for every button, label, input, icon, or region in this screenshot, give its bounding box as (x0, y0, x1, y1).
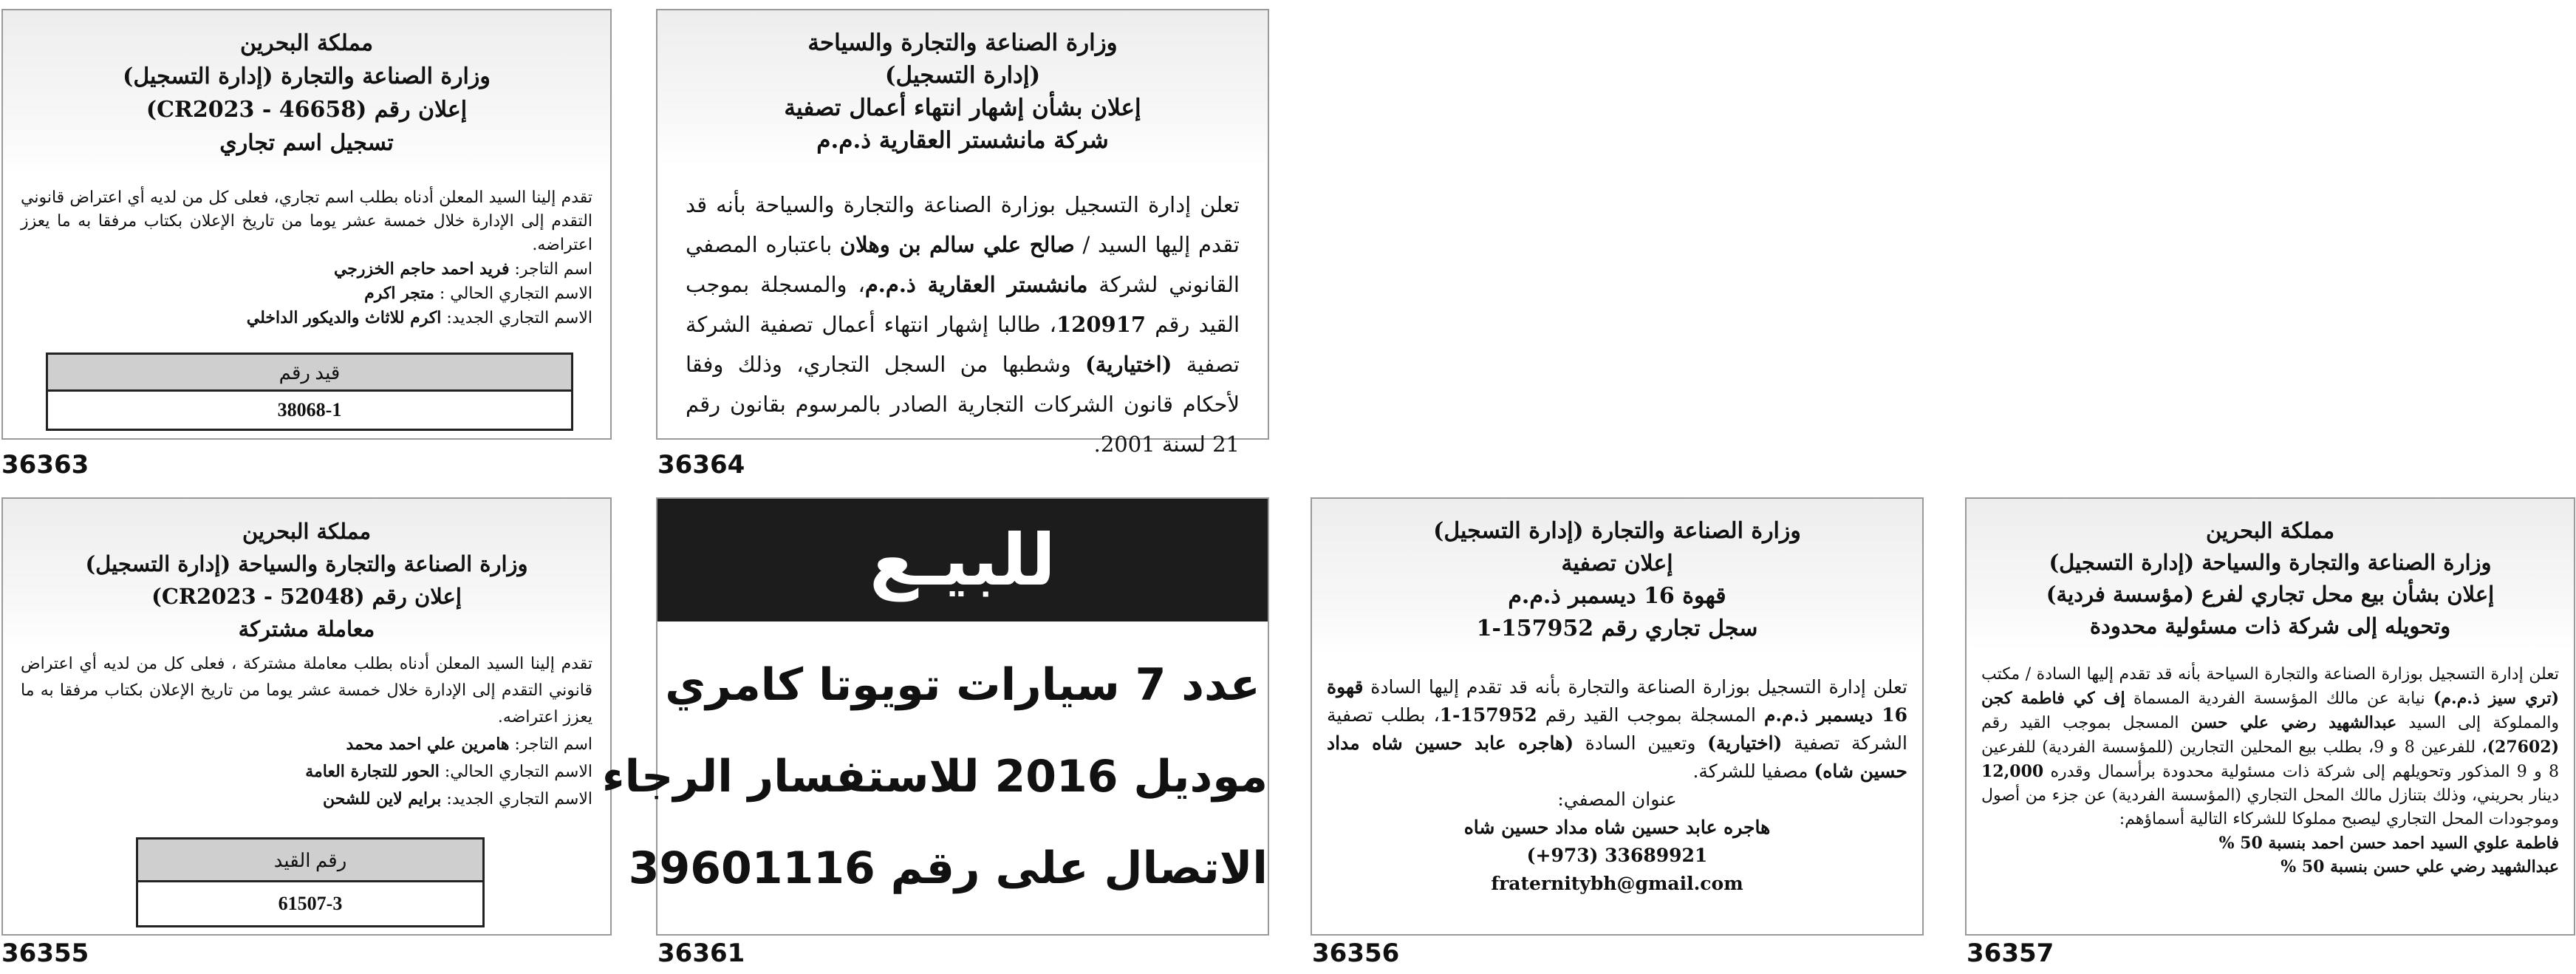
registration-number: (27602) (2487, 738, 2559, 757)
field-label: الاسم التجاري الحالي: (439, 763, 592, 781)
field-value: اكرم للاثاث والديكور الداخلي (246, 308, 442, 327)
header-line: مملكة البحرين (2205, 518, 2335, 543)
owner-name: عبدالشهيد رضي علي حسن (2190, 713, 2397, 732)
registration-table (136, 837, 485, 927)
field-label: اسم التاجر: (509, 735, 592, 754)
ad-liquidation-completion (656, 9, 1269, 457)
for-sale-banner: للبيـع (657, 499, 1268, 621)
field-value: برايم لاين للشحن (322, 789, 442, 808)
header-line: وزارة الصناعة والتجارة (إدارة التسجيل) (123, 64, 491, 89)
body-text (1327, 673, 1907, 786)
establishment-name: إف كي فاطمة كجن (1981, 689, 2125, 708)
liquidation-type: (اختيارية) (1085, 352, 1172, 377)
body-segment: ، للفرعين 8 و 9، بطلب بيع المحلين التجارين (للمؤسسة الفردية) للفرعين 8 و 9 المذكور وتحويلهم إلى شركة ذات مسئولية محدودة برأسمال وقدره (1981, 738, 2559, 781)
body-segment: باعتباره المصفي القانوني لشركة (686, 232, 1240, 297)
field-label: الاسم التجاري الجديد: (441, 790, 592, 808)
sale-line: موديل 2016 للاستفسار الرجاء (601, 751, 1268, 803)
header-line: وزارة الصناعة والتجارة والسياحة (إدارة التسجيل) (2049, 550, 2492, 575)
ad-header (1967, 499, 2574, 650)
field-value: متجر اكرم (364, 284, 434, 303)
current-trade-name-field (21, 282, 592, 306)
header-line: تسجيل اسم تجاري (219, 130, 394, 156)
address-label: عنوان المصفي: (1557, 789, 1677, 810)
sale-line: الاتصال على رقم 39601116 (628, 842, 1268, 894)
header-line: مملكة البحرين (239, 30, 374, 56)
field-value: هامرين علي احمد محمد (346, 735, 510, 754)
ad-trade-name-registration (1, 9, 612, 440)
registration-number: 157952-1 (1439, 704, 1537, 726)
field-label: اسم التاجر: (509, 260, 592, 279)
header-line: إعلان رقم (52048 - CR2023) (151, 584, 462, 609)
liquidator-email: fraternitybh@gmail.com (1491, 873, 1743, 894)
ad-header (1312, 499, 1922, 655)
ad-number: 36356 (1312, 939, 1400, 968)
ad-number: 36361 (657, 939, 745, 968)
body-segment: تعلن إدارة التسجيل بوزارة الصناعة والتجارة السياحة بأنه قد تقدم إليها السادة / مكتب (1981, 665, 2559, 684)
merchant-name-field (21, 731, 592, 758)
liquidator-name: صالح علي سالم بن وهلان (839, 232, 1075, 257)
body-segment: ، طالبا إشهار انتهاء أعمال تصفية الشركة تصفية (686, 312, 1240, 377)
ad-cars-for-sale (601, 497, 1269, 936)
header-line: إعلان رقم (46658 - CR2023) (146, 97, 468, 123)
header-line: وزارة الصناعة والتجارة (إدارة التسجيل) (1433, 518, 1801, 544)
header-line: (إدارة التسجيل) (884, 62, 1041, 89)
body-segment: والمملوكة إلى السيد (2396, 714, 2559, 732)
header-line: مملكة البحرين (242, 519, 372, 544)
new-trade-name-field (21, 786, 592, 813)
new-trade-name-field (21, 306, 592, 330)
header-line: وتحويله إلى شركة ذات مسئولية محدودة (2089, 613, 2451, 638)
current-trade-name-field (21, 758, 592, 786)
header-line: قهوة 16 ديسمبر ذ.م.م (1508, 583, 1726, 609)
ad-header (3, 499, 610, 647)
partner-share: فاطمة علوي السيد احمد حسن احمد بنسبة 50 % (2218, 834, 2559, 853)
body-text (686, 185, 1240, 464)
body-segment: مصفيا للشركة. (1692, 760, 1814, 782)
body-segment: نيابة عن مالك المؤسسة الفردية المسماة (2125, 689, 2433, 708)
merchant-name-field (21, 257, 592, 282)
liquidation-type: (اختيارية) (1707, 732, 1783, 754)
ad-body (657, 166, 1268, 464)
partner-share: عبدالشهيد رضي علي حسن بنسبة 50 % (2281, 857, 2559, 876)
ad-body (3, 174, 610, 330)
body-segment: تعلن إدارة التسجيل بوزارة الصناعة والتجارة والسياحة بأنه قد تقدم إليها السيد / (686, 192, 1240, 257)
body-segment: المسجلة بموجب القيد رقم (1537, 704, 1764, 726)
ad-number: 36364 (657, 450, 745, 480)
liquidator-name: (هاجره عابد حسين شاه مداد حسين شاه) (1327, 732, 1907, 782)
body-text (1981, 663, 2559, 831)
body-segment: وشطبها من السجل التجاري، وذلك وفقا لأحكام قانون الشركات التجارية الصادر بالمرسوم بقانون رقم 21 لسنة 2001. (686, 352, 1240, 457)
header-line: إعلان تصفية (1561, 551, 1673, 576)
field-label: الاسم التجاري الجديد: (441, 309, 592, 327)
ad-number: 36357 (1967, 939, 2054, 968)
body-segment: وتعيين السادة (1574, 732, 1708, 754)
body-segment: تعلن إدارة التسجيل بوزارة الصناعة والتجارة بأنه قد تقدم إليها السادة (1363, 676, 1907, 698)
field-value: الحور للتجارة العامة (305, 762, 440, 781)
ad-body (3, 647, 610, 813)
header-line: معاملة مشتركة (238, 616, 375, 641)
ad-branch-sale-conversion (1965, 497, 2575, 936)
capital-amount: 12,000 (1981, 762, 2044, 781)
company-name: مانشستر العقارية ذ.م.م (864, 272, 1088, 297)
body-segment: ، بطلب تصفية الشركة تصفية (1327, 704, 1907, 754)
registration-number: 38068-1 (277, 399, 342, 420)
registration-table-header: قيد رقم (48, 355, 571, 392)
header-line: إعلان بشأن بيع محل تجاري لفرع (مؤسسة فردية) (2046, 582, 2495, 607)
ad-body (1312, 655, 1922, 898)
header-line: سجل تجاري رقم 157952-1 (1476, 616, 1758, 641)
ad-header (3, 10, 610, 174)
liquidator-phone: (+973) 33689921 (1526, 845, 1708, 866)
liquidator-address-name: هاجره عابد حسين شاه مداد حسين شاه (1463, 817, 1771, 838)
ad-joint-transaction (1, 497, 612, 936)
ad-body (1967, 650, 2574, 879)
registration-number: 120917 (1056, 312, 1147, 337)
field-label: الاسم التجاري الحالي : (434, 285, 592, 303)
header-line: إعلان بشأن إشهار انتهاء أعمال تصفية (784, 95, 1141, 121)
registration-table (46, 353, 573, 431)
registration-number: 61507-3 (278, 893, 343, 914)
sale-line: عدد 7 سيارات تويوتا كامري (665, 659, 1260, 711)
body-text: تقدم إلينا السيد المعلن أدناه بطلب معاملة مشتركة ، فعلى كل من لديه أي اعتراض قانوني التقدم إلى الإدارة خلال خمسة عشر يوما من تاريخ الإعلان بكتاب مرفقا به ما يعزز اعتراضه. (21, 655, 592, 726)
ad-liquidation-notice (1311, 497, 1924, 936)
header-line: وزارة الصناعة والتجارة والسياحة (807, 30, 1118, 56)
body-text: تقدم إلينا السيد المعلن أدناه بطلب اسم تجاري، فعلى كل من لديه أي اعتراض قانوني التقدم إلى الإدارة خلال خمسة عشر يوما من تاريخ الإعلان بكتاب مرفقا به ما يعزز اعتراضه. (21, 188, 592, 254)
header-line: وزارة الصناعة والتجارة والسياحة (إدارة التسجيل) (85, 551, 528, 576)
ad-number: 36363 (1, 450, 89, 480)
ad-header (657, 10, 1268, 166)
body-segment: المسجل بموجب القيد رقم (1981, 714, 2191, 732)
field-value: فريد احمد حاجم الخزرجي (333, 259, 510, 279)
company-name: قهوة 16 ديسمبر ذ.م.م (1327, 676, 1907, 726)
sale-details (601, 621, 1268, 914)
registration-table-header: رقم القيد (138, 840, 482, 882)
body-segment: ، والمسجلة بموجب القيد رقم (686, 272, 1240, 337)
ad-number: 36355 (1, 939, 89, 968)
office-name: (تري سيز ذ.م.م) (2433, 689, 2559, 708)
header-line: شركة مانشستر العقارية ذ.م.م (816, 127, 1109, 154)
body-segment: دينار بحريني، وذلك بتنازل مالك المحل التجاري (المؤسسة الفردية) عن جزء من أصول وموجودات المحل التجاري ليصبح مملوكا للشركاء التالية أسماؤهم: (1981, 786, 2559, 828)
